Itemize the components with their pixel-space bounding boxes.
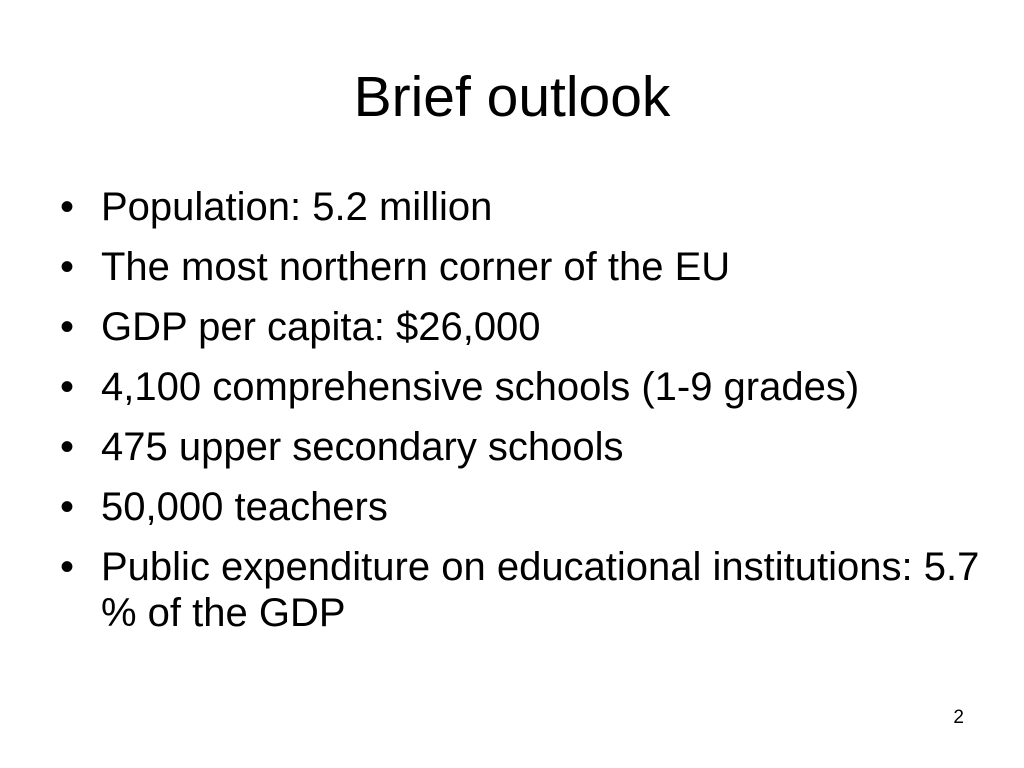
bullet-item (60, 184, 980, 230)
bullet-icon: • (60, 425, 75, 469)
bullet-icon: • (60, 245, 75, 289)
bullet-text: 50,000 teachers (101, 485, 388, 529)
slide-title: Brief outlook (353, 65, 671, 129)
bullet-text: 4,100 comprehensive schools (1-9 grades) (101, 365, 860, 409)
bullet-item (60, 424, 980, 470)
bullet-item (60, 244, 980, 290)
slide-number: 2 (953, 707, 964, 728)
bullet-icon: • (60, 365, 75, 409)
bullet-icon: • (60, 485, 75, 529)
bullet-icon: • (60, 545, 75, 589)
bullet-item (60, 304, 980, 350)
bullet-text: Public expenditure on educational institutions: 5.7 % of the GDP (101, 545, 980, 635)
bullet-icon: • (60, 305, 75, 349)
bullet-item (60, 364, 980, 410)
bullet-text: The most northern corner of the EU (101, 245, 731, 289)
bullet-text: GDP per capita: $26,000 (101, 305, 541, 349)
bullet-text: 475 upper secondary schools (101, 425, 624, 469)
bullet-text: Population: 5.2 million (101, 185, 493, 229)
bullet-item (60, 544, 980, 636)
bullet-list (60, 184, 980, 636)
bullet-item (60, 484, 980, 530)
bullet-icon: • (60, 185, 75, 229)
